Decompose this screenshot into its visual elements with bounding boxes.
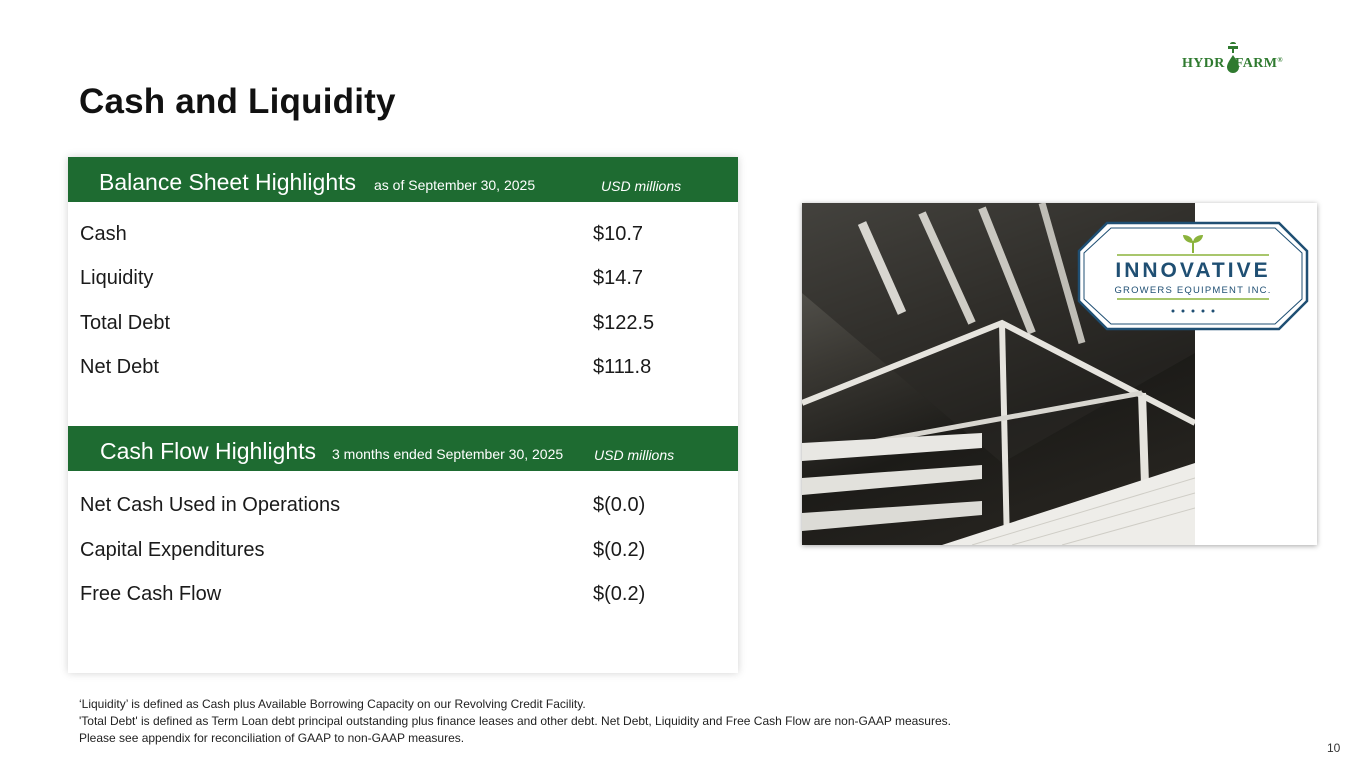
row-label: Net Cash Used in Operations <box>80 494 341 516</box>
cash-flow-title: Cash Flow Highlights <box>100 438 317 464</box>
hydrofarm-wordmark: HYDR FARM® <box>1182 56 1284 71</box>
row-value: $14.7 <box>593 267 644 289</box>
table-row <box>80 267 720 297</box>
footnote-2: 'Total Debt' is defined as Term Loan debt principal outstanding plus finance leases and other debt. Net Debt, Liquidity and Free Cash Flow are non-GAAP measures. <box>79 714 951 728</box>
row-value: $(0.2) <box>593 539 646 561</box>
row-label: Cash <box>80 223 127 245</box>
table-row <box>80 494 720 524</box>
innovative-growers-badge <box>1077 221 1309 331</box>
table-row <box>80 312 720 342</box>
greenhouse-rack-photo <box>802 203 1317 545</box>
page-title: Cash and Liquidity <box>79 82 396 121</box>
highlights-panel <box>68 157 738 673</box>
footnote-3: Please see appendix for reconciliation of GAAP to non-GAAP measures. <box>79 731 465 745</box>
row-label: Liquidity <box>80 267 154 289</box>
row-label: Net Debt <box>80 356 159 378</box>
cash-flow-period: 3 months ended September 30, 2025 <box>332 446 564 462</box>
page-number: 10 <box>1327 741 1341 755</box>
table-row <box>80 356 720 386</box>
footnote-1: ‘Liquidity’ is defined as Cash plus Available Borrowing Capacity on our Revolving Credit Facility. <box>79 697 586 711</box>
cash-flow-header <box>68 426 738 471</box>
badge-subtitle: GROWERS EQUIPMENT INC. <box>1114 285 1272 296</box>
table-row <box>80 223 720 253</box>
table-row <box>80 583 720 613</box>
row-label: Capital Expenditures <box>80 539 265 561</box>
table-row <box>80 539 720 569</box>
balance-sheet-title: Balance Sheet Highlights <box>99 169 356 195</box>
row-label: Free Cash Flow <box>80 583 222 605</box>
row-value: $122.5 <box>593 312 655 334</box>
row-value: $10.7 <box>593 223 644 245</box>
cash-flow-unit: USD millions <box>594 447 675 463</box>
balance-sheet-unit: USD millions <box>601 178 682 194</box>
balance-sheet-date: as of September 30, 2025 <box>374 177 536 193</box>
hydrofarm-logo <box>1182 40 1292 76</box>
row-value: $(0.2) <box>593 583 646 605</box>
balance-sheet-header <box>68 157 738 202</box>
row-label: Total Debt <box>80 312 171 334</box>
row-value: $(0.0) <box>593 494 646 516</box>
badge-name: INNOVATIVE <box>1115 259 1271 282</box>
row-value: $111.8 <box>593 356 652 378</box>
